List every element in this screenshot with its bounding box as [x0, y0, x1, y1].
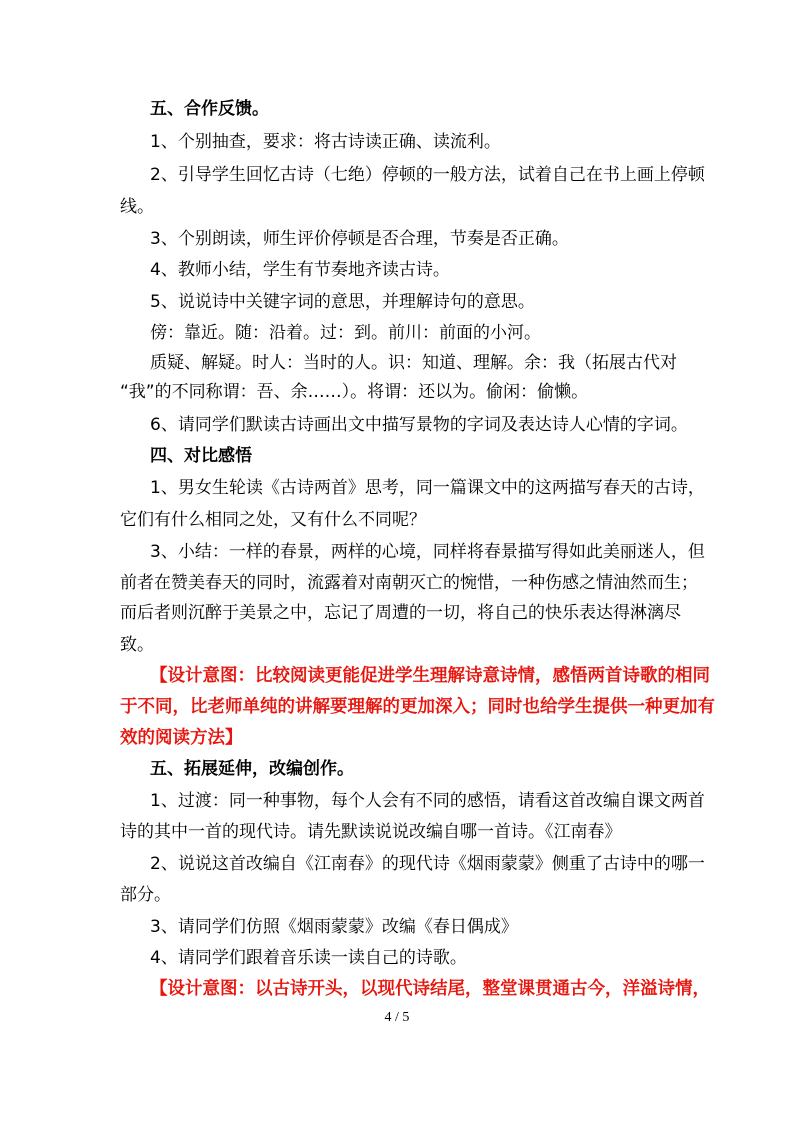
- paragraph-line: 1、男女生轮读《古诗两首》思考，同一篇课文中的这两描写春天的古诗，: [150, 478, 705, 498]
- page-number: 4 / 5: [384, 1010, 410, 1025]
- paragraph-line: 5、说说诗中关键字词的意思，并理解诗句的意思。: [150, 292, 535, 312]
- paragraph-line: 4、教师小结，学生有节奏地齐读古诗。: [150, 260, 450, 280]
- paragraph-line: 线。: [120, 197, 154, 217]
- design-intent-note: 【设计意图：比较阅读更能促进学生理解诗意诗情，感悟两首诗歌的相同: [150, 666, 710, 686]
- paragraph-line: 3、小结：一样的春景，两样的心境，同样将春景描写得如此美丽迷人，但: [150, 542, 705, 562]
- paragraph-line: 3、个别朗读，师生评价停顿是否合理，节奏是否正确。: [150, 229, 569, 249]
- paragraph-line: “我”的不同称谓：吾、余……）。将谓：还以为。偷闲：偷懒。: [120, 382, 589, 402]
- paragraph-line: 6、请同学们默读古诗画出文中描写景物的字词及表达诗人心情的字词。: [150, 415, 688, 435]
- design-intent-note: 于不同，比老师单纯的讲解要理解的更加深入；同时也给学生提供一种更加有: [120, 697, 715, 717]
- paragraph-line: 4、请同学们跟着音乐读一读自己的诗歌。: [150, 948, 467, 968]
- paragraph-line: 傍：靠近。随：沿着。过：到。前川：前面的小河。: [150, 323, 541, 343]
- design-intent-note: 效的阅读方法】: [120, 728, 243, 748]
- paragraph-line: 致。: [120, 635, 154, 655]
- paragraph-line: 它们有什么相同之处，又有什么不同呢？: [120, 510, 426, 530]
- section-heading-feedback: 五、合作反馈。: [150, 99, 269, 119]
- section-heading-extension: 五、拓展延伸，改编创作。: [150, 759, 354, 779]
- paragraph-line: 部分。: [120, 885, 171, 905]
- paragraph-line: 而后者则沉醉于美景之中，忘记了周遭的一切，将自己的快乐表达得淋漓尽: [120, 603, 681, 623]
- paragraph-line: 3、请同学们仿照《烟雨蒙蒙》改编《春日偶成》: [150, 917, 518, 937]
- paragraph-line: 2、说说这首改编自《江南春》的现代诗《烟雨蒙蒙》侧重了古诗中的哪一: [150, 854, 705, 874]
- paragraph-line: 质疑、解疑。时人：当时的人。识：知道、理解。余：我（拓展古代对: [150, 353, 677, 373]
- paragraph-line: 1、过渡：同一种事物，每个人会有不同的感悟，请看这首改编自课文两首: [150, 791, 705, 811]
- paragraph-line: 1、个别抽查，要求：将古诗读正确、读流利。: [150, 132, 501, 152]
- paragraph-line: 2、引导学生回忆古诗（七绝）停顿的一般方法，试着自己在书上画上停顿: [150, 165, 705, 185]
- paragraph-line: 前者在赞美春天的同时，流露着对南朝灭亡的惋惜，一种伤感之情油然而生；: [120, 573, 698, 593]
- section-heading-comparison: 四、对比感悟: [150, 446, 252, 466]
- design-intent-note: 【设计意图：以古诗开头，以现代诗结尾，整堂课贯通古今，洋溢诗情，: [150, 979, 710, 999]
- paragraph-line: 诗的其中一首的现代诗。请先默读说说改编自哪一首诗。《江南春》: [120, 822, 622, 842]
